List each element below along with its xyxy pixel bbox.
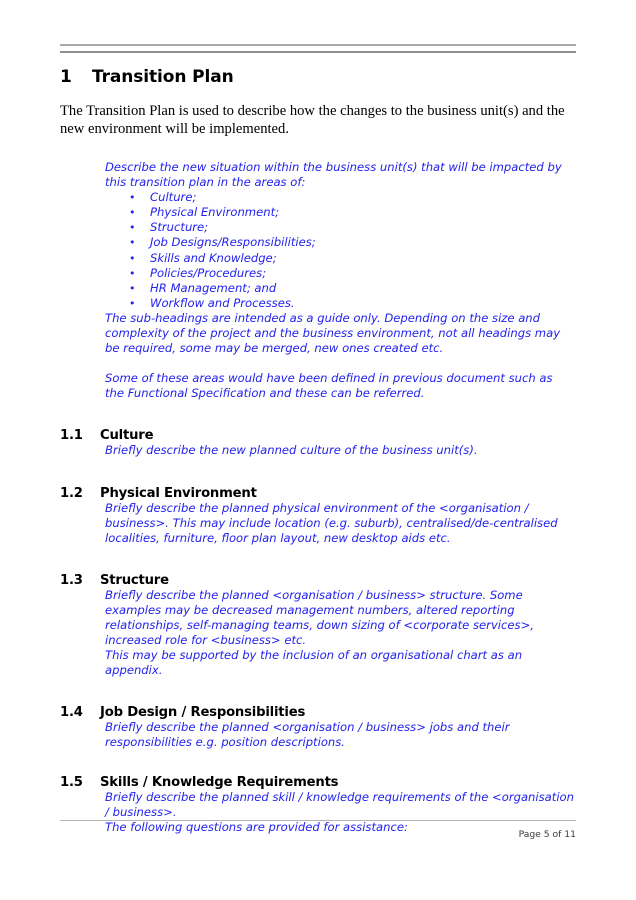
list-item bbox=[105, 190, 570, 205]
list-item bbox=[105, 251, 570, 266]
section-title: Physical Environment bbox=[100, 485, 257, 501]
list-item-label: Skills and Knowledge; bbox=[150, 250, 277, 265]
list-item bbox=[105, 296, 570, 311]
section-title: Structure bbox=[100, 572, 169, 588]
spacer bbox=[60, 459, 576, 486]
guidance-note: The sub-headings are intended as a guide only. Depending on the size and complexity of the project and the business environment, not all headings may be required, some may be merged, new ones created etc. bbox=[105, 310, 561, 356]
list-item bbox=[105, 220, 570, 235]
section-number: 1.2 bbox=[60, 485, 83, 501]
page-footer bbox=[60, 820, 576, 840]
list-item-label: Workflow and Processes. bbox=[150, 295, 295, 310]
section-paragraph: The following questions are provided for assistance: bbox=[105, 819, 408, 834]
bullet-icon: • bbox=[129, 266, 136, 280]
header-rule-top bbox=[60, 44, 576, 46]
bullet-icon: • bbox=[129, 281, 136, 295]
page-title-number: 1 bbox=[60, 67, 72, 87]
section-heading-1-4 bbox=[60, 705, 576, 720]
list-item-label: Job Designs/Responsibilities; bbox=[150, 235, 316, 250]
section-body-1-4 bbox=[105, 720, 580, 750]
section-number: 1.4 bbox=[60, 705, 83, 721]
page-title bbox=[60, 67, 576, 87]
section-title: Culture bbox=[100, 428, 154, 444]
page-number-label: Page 5 of 11 bbox=[518, 829, 576, 840]
footer-rule bbox=[60, 820, 576, 821]
guidance-note-secondary: Some of these areas would have been defined in previous document such as the Functional Specification and these can be referred. bbox=[105, 371, 553, 401]
list-item-label: Policies/Procedures; bbox=[150, 265, 267, 280]
spacer bbox=[60, 138, 576, 160]
section-number: 1.5 bbox=[60, 774, 83, 790]
spacer bbox=[60, 401, 576, 428]
bullet-icon: • bbox=[129, 251, 136, 265]
list-item-label: Structure; bbox=[150, 220, 209, 235]
list-item bbox=[105, 235, 570, 250]
bullet-icon: • bbox=[129, 296, 136, 310]
page-header bbox=[60, 0, 576, 53]
intro-paragraph: The Transition Plan is used to describe how the changes to the business unit(s) and the new environment will be implemented. bbox=[60, 103, 565, 137]
section-number: 1.3 bbox=[60, 572, 83, 588]
section-paragraph: Briefly describe the planned <organisation / business> structure. Some examples may be decreased management numbers, altered reporting relationships, self-managing teams, down sizing of <corporate services>, increased role for <business> etc. bbox=[105, 587, 534, 648]
list-item bbox=[105, 205, 570, 220]
guidance-lead: Describe the new situation within the business unit(s) that will be impacted by this transition plan in the areas of: bbox=[105, 160, 562, 190]
page-title-text: Transition Plan bbox=[92, 67, 234, 87]
spacer bbox=[60, 751, 576, 775]
section-body-1-1 bbox=[105, 443, 580, 458]
section-heading-1-2 bbox=[60, 486, 576, 501]
section-paragraph: Briefly describe the planned <organisation / business> jobs and their responsibilities e.g. position descriptions. bbox=[105, 720, 510, 750]
section-heading-1-3 bbox=[60, 573, 576, 588]
section-body-1-2 bbox=[105, 501, 580, 546]
bullet-icon: • bbox=[129, 191, 136, 205]
header-rule-bottom bbox=[60, 51, 576, 53]
section-title: Skills / Knowledge Requirements bbox=[100, 774, 339, 790]
bullet-icon: • bbox=[129, 206, 136, 220]
guidance-bullet-list bbox=[105, 190, 570, 311]
section-heading-1-1 bbox=[60, 428, 576, 443]
spacer bbox=[60, 546, 576, 573]
section-paragraph: Briefly describe the planned physical environment of the <organisation / business>. This may include location (e.g. suburb), centralised/de-centralised localities, furniture, floor plan layout, new desktop aids etc. bbox=[105, 500, 558, 545]
spacer bbox=[60, 678, 576, 705]
list-item bbox=[105, 266, 570, 281]
bullet-icon: • bbox=[129, 236, 136, 250]
guidance-block bbox=[105, 160, 570, 401]
list-item-label: HR Management; and bbox=[150, 280, 277, 295]
section-paragraph: Briefly describe the planned skill / knowledge requirements of the <organisation / business>. bbox=[105, 789, 574, 819]
section-heading-1-5 bbox=[60, 775, 576, 790]
list-item-label: Physical Environment; bbox=[150, 205, 280, 220]
bullet-icon: • bbox=[129, 221, 136, 235]
section-title: Job Design / Responsibilities bbox=[100, 705, 306, 721]
section-paragraph: Briefly describe the new planned culture of the business unit(s). bbox=[105, 443, 478, 458]
list-item-label: Culture; bbox=[150, 190, 197, 205]
section-body-1-3 bbox=[105, 588, 580, 679]
section-paragraph: This may be supported by the inclusion of an organisational chart as an appendix. bbox=[105, 648, 523, 678]
section-number: 1.1 bbox=[60, 428, 83, 444]
list-item bbox=[105, 281, 570, 296]
